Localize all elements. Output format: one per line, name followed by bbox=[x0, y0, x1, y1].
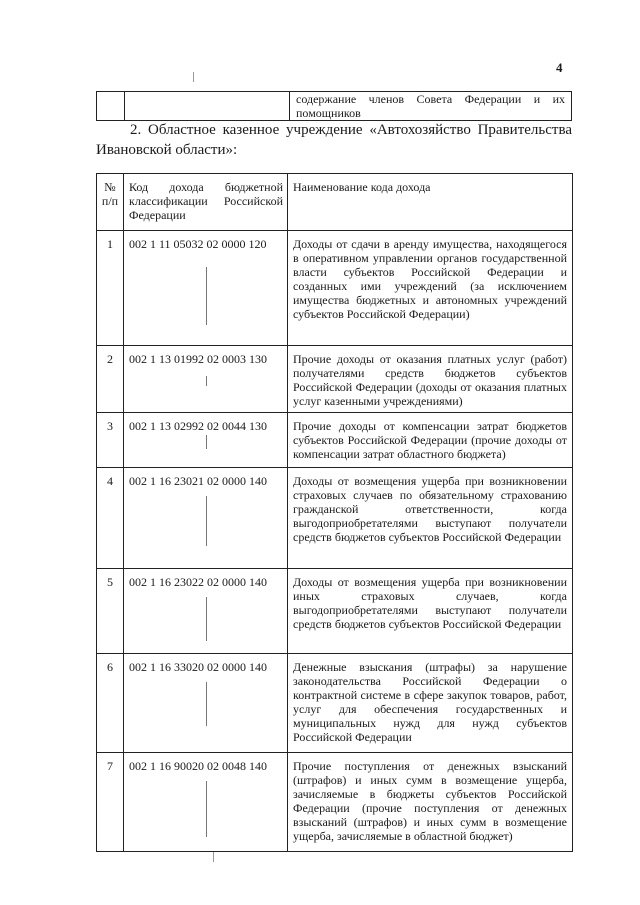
continuation-cell-code bbox=[125, 92, 290, 121]
table-row bbox=[97, 468, 573, 569]
row-code: 002 1 16 23022 02 0000 140 bbox=[124, 569, 288, 654]
scan-tick bbox=[206, 597, 207, 641]
header-code: Код дохода бюджетной классификации Российской Федерации bbox=[124, 174, 288, 231]
row-code: 002 1 16 23021 02 0000 140 bbox=[124, 468, 288, 569]
row-code: 002 1 16 33020 02 0000 140 bbox=[124, 654, 288, 753]
scan-mark-bottom bbox=[213, 852, 214, 862]
row-num: 4 bbox=[97, 468, 124, 569]
row-num: 7 bbox=[97, 753, 124, 852]
row-code: 002 1 13 01992 02 0003 130 bbox=[124, 346, 288, 413]
header-name: Наименование кода дохода bbox=[288, 174, 573, 231]
scan-mark-top bbox=[193, 72, 194, 82]
row-code: 002 1 11 05032 02 0000 120 bbox=[124, 231, 288, 346]
table-row bbox=[97, 231, 573, 346]
income-codes-table bbox=[96, 173, 573, 852]
continuation-cell-num bbox=[97, 92, 125, 121]
table-row bbox=[97, 753, 573, 852]
table-row bbox=[97, 413, 573, 468]
row-num: 3 bbox=[97, 413, 124, 468]
row-name: Денежные взыскания (штрафы) за нарушение законодательства Российской Федерации о контрактной системе в сфере закупок товаров, работ, услуг для обеспечения государственных и муниципальных нужд для нужд субъектов Российской Федерации bbox=[288, 654, 573, 753]
table-row bbox=[97, 346, 573, 413]
table-row bbox=[97, 654, 573, 753]
row-code: 002 1 13 02992 02 0044 130 bbox=[124, 413, 288, 468]
page-number: 4 bbox=[556, 60, 563, 75]
continuation-table bbox=[96, 91, 572, 121]
row-name: Прочие доходы от оказания платных услуг (работ) получателями средств бюджетов субъектов Российской Федерации (доходы от оказания платных услуг казенными учреждениями) bbox=[288, 346, 573, 413]
scan-tick bbox=[206, 435, 207, 449]
row-name: Прочие поступления от денежных взысканий (штрафов) и иных сумм в возмещение ущерба, зачисляемые в бюджеты субъектов Российской Федерации (прочие поступления от денежных взысканий (штрафов) и иных сумм в возмещение ущерба, зачисляемые в областной бюджет) bbox=[288, 753, 573, 852]
scan-tick bbox=[206, 682, 207, 726]
table-header-row bbox=[97, 174, 573, 231]
scan-tick bbox=[206, 496, 207, 546]
row-name: Прочие доходы от компенсации затрат бюджетов субъектов Российской Федерации (прочие доходы от компенсации затрат областного бюджета) bbox=[288, 413, 573, 468]
row-num: 5 bbox=[97, 569, 124, 654]
section-heading: 2. Областное казенное учреждение «Автохозяйство Правительства Ивановской области»: bbox=[96, 122, 572, 158]
row-name: Доходы от возмещения ущерба при возникновении страховых случаев по обязательному страхованию гражданской ответственности, когда выгодоприобретателями выступают получатели средств бюджетов субъектов Российской Федерации bbox=[288, 468, 573, 569]
row-code: 002 1 16 90020 02 0048 140 bbox=[124, 753, 288, 852]
row-name: Доходы от возмещения ущерба при возникновении иных страховых случаев, когда выгодоприобретателями выступают получатели средств бюджетов субъектов Российской Федерации bbox=[288, 569, 573, 654]
row-name: Доходы от сдачи в аренду имущества, находящегося в оперативном управлении органов государственной власти субъектов Российской Федерации и созданных ими учреждений (за исключением имущества бюджетных и автономных учреждений субъектов Российской Федерации) bbox=[288, 231, 573, 346]
row-num: 6 bbox=[97, 654, 124, 753]
scan-tick bbox=[206, 267, 207, 325]
scan-tick bbox=[206, 376, 207, 386]
table-row bbox=[97, 569, 573, 654]
row-num: 2 bbox=[97, 346, 124, 413]
continuation-cell-text: содержание членов Совета Федерации и их помощников bbox=[290, 92, 572, 121]
header-num: № п/п bbox=[97, 174, 124, 231]
scan-tick bbox=[206, 781, 207, 837]
row-num: 1 bbox=[97, 231, 124, 346]
